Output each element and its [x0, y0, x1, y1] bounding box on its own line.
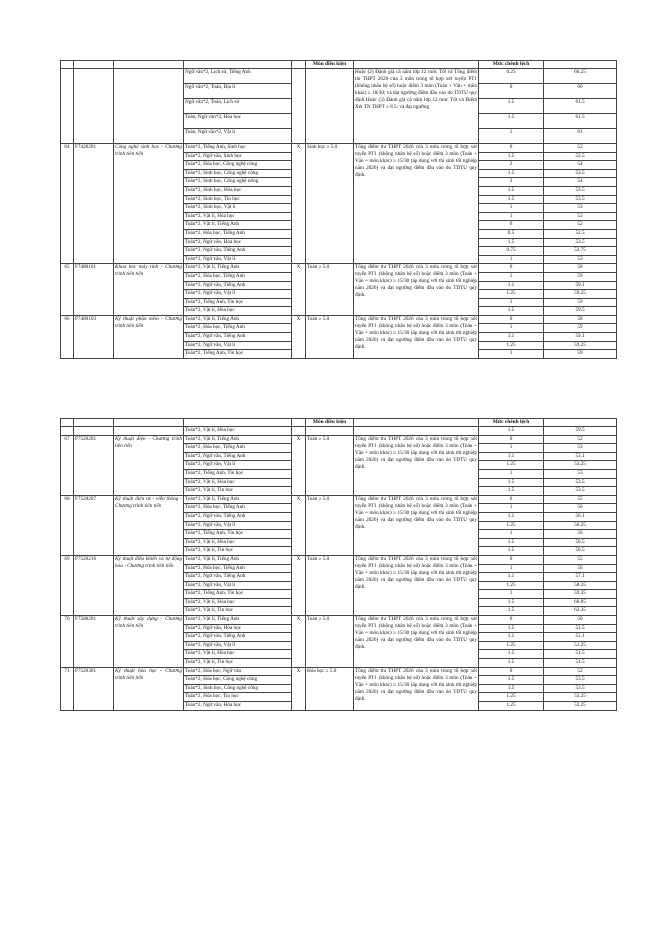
- score-difference: 0.25: [479, 69, 544, 84]
- subject-combination: Toán*2, Hóa học, Ngữ văn: [184, 667, 292, 676]
- score-difference: 1.25: [479, 581, 544, 590]
- admission-score: 51.5: [544, 650, 617, 659]
- empty-cell: [184, 419, 292, 427]
- admission-score: 61.5: [544, 99, 617, 114]
- score-difference: 1.25: [479, 521, 544, 530]
- score-difference: 1.5: [479, 624, 544, 633]
- admission-criteria: Tổng điểm thi THPT 2026 của 3 môn trong tổ hợp xét tuyển PT1 (không nhân hệ số) hoặc điểm 3 môn (Toán + Văn + môn khác) ≥ 15/30 (áp dụng với thí sinh tốt nghiệp năm 2026) và đạt ngưỡng điểm đầu vào do TDTU quy định.: [354, 144, 479, 264]
- empty-cell: [292, 427, 306, 436]
- empty-cell: [74, 69, 114, 144]
- score-difference: 1.25: [479, 461, 544, 470]
- subject-combination: Toán*2, Ngữ văn, Tiếng Anh: [184, 452, 292, 461]
- mark-x: X: [292, 315, 306, 358]
- empty-cell: [306, 69, 354, 144]
- admission-table-page-2: [60, 418, 617, 711]
- program-index: 64: [61, 144, 74, 264]
- header-condition-subject: Môn điều kiện: [306, 61, 354, 69]
- mark-x: X: [292, 667, 306, 710]
- admission-score: 51.5: [544, 659, 617, 668]
- subject-combination: Toán*2, Vật lí, Tiếng Anh: [184, 435, 292, 444]
- subject-combination: Ngữ văn*2, Toán, Lịch sử: [184, 99, 292, 114]
- score-difference: 1.5: [479, 487, 544, 496]
- admission-score: 54: [544, 161, 617, 170]
- subject-combination: Toán*2, Tiếng Anh, Tin học: [184, 298, 292, 307]
- table-row: [61, 555, 617, 564]
- score-difference: 1: [479, 444, 544, 453]
- score-difference: 1.5: [479, 650, 544, 659]
- condition-subject: Toán ≥ 5.0: [306, 435, 354, 495]
- score-difference: 1.1: [479, 281, 544, 290]
- table-row: [61, 435, 617, 444]
- subject-combination: Toán, Ngữ văn*2, Vật lí: [184, 129, 292, 144]
- subject-combination: Toán*2, Hóa học, Tiếng Anh: [184, 324, 292, 333]
- score-difference: 0: [479, 221, 544, 230]
- score-difference: 1.5: [479, 478, 544, 487]
- condition-subject: Toán ≥ 5.0: [306, 495, 354, 555]
- empty-cell: [74, 61, 114, 69]
- program-code: F7480103: [74, 315, 114, 358]
- subject-combination: Toán*2, Ngữ văn, Vật lí: [184, 290, 292, 299]
- admission-score: 53.5: [544, 487, 617, 496]
- admission-score: 61.5: [544, 114, 617, 129]
- program-name: Kỹ thuật hóa học - Chương trình tiên tiến: [114, 667, 184, 710]
- admission-score: 53: [544, 255, 617, 264]
- condition-subject: Toán ≥ 5.0: [306, 264, 354, 316]
- score-difference: 1.5: [479, 598, 544, 607]
- score-difference: 1.5: [479, 676, 544, 685]
- score-difference: 1.5: [479, 607, 544, 616]
- admission-score: 53.5: [544, 676, 617, 685]
- mark-x: X: [292, 264, 306, 316]
- score-difference: 0: [479, 616, 544, 625]
- score-difference: 1: [479, 504, 544, 513]
- score-difference: 1.5: [479, 427, 544, 436]
- subject-combination: Toán*2, Hóa học, Tiếng Anh: [184, 272, 292, 281]
- empty-cell: [61, 61, 74, 69]
- mark-x: X: [292, 144, 306, 264]
- score-difference: 1: [479, 298, 544, 307]
- table-row: [61, 315, 617, 324]
- score-difference: 1: [479, 255, 544, 264]
- header-condition-subject: Môn điều kiện: [306, 419, 354, 427]
- program-name: Khoa học máy tính - Chương trình tiên tiến: [114, 264, 184, 316]
- empty-cell: [354, 419, 479, 427]
- subject-combination: Toán*2, Ngữ văn, Hóa học: [184, 702, 292, 711]
- score-difference: 1: [479, 324, 544, 333]
- score-difference: 1: [479, 272, 544, 281]
- score-difference: 0.75: [479, 247, 544, 256]
- subject-combination: Ngữ văn*2, Toán, Địa lí: [184, 84, 292, 99]
- program-code: F7580201: [74, 616, 114, 668]
- score-difference: 1.5: [479, 186, 544, 195]
- admission-score: 53.5: [544, 238, 617, 247]
- score-difference: 1: [479, 469, 544, 478]
- subject-combination: Toán*2, Vật lí, Tiếng Anh: [184, 616, 292, 625]
- empty-cell: [292, 61, 306, 69]
- empty-cell: [544, 61, 617, 69]
- subject-combination: Toán*2, Vật lí, Tiếng Anh: [184, 221, 292, 230]
- subject-combination: Toán*2, Ngữ văn, Vật lí: [184, 255, 292, 264]
- table-row: [61, 427, 617, 436]
- admission-score: 59.25: [544, 341, 617, 350]
- mark-x: X: [292, 616, 306, 668]
- admission-criteria: Hoặc (2) Đánh giá cả năm lớp 12 mức Tốt và Tổng điểm thi THPT 2026 của 3 môn trong tổ hợp xét tuyển PT1 (không nhân hệ số) hoặc điểm 3 môn (Toán + Văn + môn khác) ≥ 18/30; và đạt ngưỡng điểm đầu vào do TDTU quy định Hoặc (3) Đánh giá cả năm lớp 12 mức Tốt và Điểm Xét TN THPT ≥ 8.5; và đạt ngưỡng: [354, 69, 479, 144]
- subject-combination: Ngữ văn*2, Lịch sử, Tiếng Anh: [184, 69, 292, 84]
- subject-combination: Toán*2, Vật lí, Tin học: [184, 487, 292, 496]
- subject-combination: Toán*2, Ngữ văn, Tiếng Anh: [184, 333, 292, 342]
- score-difference: 0: [479, 264, 544, 273]
- admission-score: 59.1: [544, 281, 617, 290]
- admission-score: 59.5: [544, 307, 617, 316]
- admission-score: 51.5: [544, 624, 617, 633]
- admission-score: 51.25: [544, 641, 617, 650]
- score-difference: 1.25: [479, 290, 544, 299]
- empty-cell: [354, 61, 479, 69]
- admission-score: 56.1: [544, 512, 617, 521]
- subject-combination: Toán*2, Vật lí, Hóa học: [184, 427, 292, 436]
- admission-score: 53.5: [544, 152, 617, 161]
- admission-score: 53.5: [544, 195, 617, 204]
- subject-combination: Toán*2, Sinh học, Công nghệ nông: [184, 178, 292, 187]
- admission-criteria: Tổng điểm thi THPT 2026 của 3 môn trong tổ hợp xét tuyển PT1 (không nhân hệ số) hoặc điểm 3 môn (Toán + Văn + môn khác) ≥ 15/30 (áp dụng với thí sinh tốt nghiệp năm 2026) và đạt ngưỡng điểm đầu vào do TDTU quy định.: [354, 315, 479, 358]
- subject-combination: Toán*2, Hóa học, Tiếng Anh: [184, 229, 292, 238]
- subject-combination: Toán*2, Hóa học, Tiếng Anh: [184, 444, 292, 453]
- score-difference: 0: [479, 435, 544, 444]
- empty-cell: [184, 61, 292, 69]
- score-difference: 1.5: [479, 152, 544, 161]
- admission-table-page-1: [60, 60, 617, 359]
- admission-score: 58.35: [544, 581, 617, 590]
- condition-subject: Toán ≥ 5.0: [306, 616, 354, 668]
- table-row: [61, 616, 617, 625]
- score-difference: 1.25: [479, 693, 544, 702]
- subject-combination: Toán*2, Sinh học, Công nghệ công: [184, 169, 292, 178]
- subject-combination: Toán*2, Vật lí, Hóa học: [184, 212, 292, 221]
- admission-score: 53.5: [544, 684, 617, 693]
- subject-combination: Toán*2, Hóa học, Tin học: [184, 693, 292, 702]
- admission-criteria: Tổng điểm thi THPT 2026 của 3 môn trong tổ hợp xét tuyển PT1 (không nhân hệ số) hoặc điểm 3 môn (Toán + Văn + môn khác) ≥ 15/30 (áp dụng với thí sinh tốt nghiệp năm 2026) và đạt ngưỡng điểm đầu vào do TDTU quy định.: [354, 616, 479, 668]
- score-difference: 0: [479, 667, 544, 676]
- admission-score: 52: [544, 144, 617, 153]
- admission-score: 59: [544, 324, 617, 333]
- admission-criteria: Tổng điểm thi THPT 2026 của 3 môn trong tổ hợp xét tuyển PT1 (không nhân hệ số) hoặc điểm 3 môn (Toán + Văn + môn khác) ≥ 15/30 (áp dụng với thí sinh tốt nghiệp năm 2026) và đạt ngưỡng điểm đầu vào do TDTU quy định.: [354, 435, 479, 495]
- subject-combination: Toán*2, Vật lí, Hóa học: [184, 650, 292, 659]
- subject-combination: Toán*2, Ngữ văn, Tiếng Anh: [184, 247, 292, 256]
- table-row: [61, 264, 617, 273]
- admission-score: 53.25: [544, 693, 617, 702]
- empty-cell: [544, 419, 617, 427]
- program-index: 68: [61, 495, 74, 555]
- admission-score: 55: [544, 495, 617, 504]
- score-difference: 1.5: [479, 169, 544, 178]
- subject-combination: Toán*2, Vật lí, Tiếng Anh: [184, 555, 292, 564]
- admission-score: 53.25: [544, 702, 617, 711]
- admission-score: 53.5: [544, 186, 617, 195]
- subject-combination: Toán*2, Vật lí, Tin học: [184, 607, 292, 616]
- admission-score: 59.5: [544, 427, 617, 436]
- admission-score: 58: [544, 315, 617, 324]
- subject-combination: Toán*2, Hóa học, Tiếng Anh: [184, 564, 292, 573]
- admission-score: 56.25: [544, 521, 617, 530]
- subject-combination: Toán*2, Ngữ văn, Hóa học: [184, 238, 292, 247]
- empty-cell: [61, 69, 74, 144]
- table-row: [61, 667, 617, 676]
- subject-combination: Toán*2, Tiếng Anh, Tin học: [184, 530, 292, 539]
- subject-combination: Toán*2, Vật lí, Hóa học: [184, 598, 292, 607]
- subject-combination: Toán*2, Ngữ văn, Vật lí: [184, 641, 292, 650]
- score-difference: 0: [479, 495, 544, 504]
- program-index: 65: [61, 264, 74, 316]
- subject-combination: Toán*2, Ngữ văn, Vật lí: [184, 461, 292, 470]
- program-name: Công nghệ sinh học - Chương trình tiên tiến: [114, 144, 184, 264]
- admission-score: 58: [544, 264, 617, 273]
- subject-combination: Toán*2, Sinh học, Tin học: [184, 195, 292, 204]
- score-difference: 1.1: [479, 512, 544, 521]
- admission-score: 60.85: [544, 598, 617, 607]
- score-difference: 1.5: [479, 684, 544, 693]
- admission-score: 53: [544, 444, 617, 453]
- admission-score: 50: [544, 616, 617, 625]
- admission-score: 62.35: [544, 607, 617, 616]
- subject-combination: Toán*2, Sinh học, Vật lí: [184, 204, 292, 213]
- score-difference: 1: [479, 564, 544, 573]
- admission-criteria: Tổng điểm thi THPT 2026 của 3 môn trong tổ hợp xét tuyển PT1 (không nhân hệ số) hoặc điểm 3 môn (Toán + Văn + môn khác) ≥ 15/30 (áp dụng với thí sinh tốt nghiệp năm 2026) và đạt ngưỡng điểm đầu vào do TDTU quy định.: [354, 264, 479, 316]
- subject-combination: Toán*2, Ngữ văn, Vật lí: [184, 341, 292, 350]
- mark-x: X: [292, 435, 306, 495]
- subject-combination: Toán*2, Vật lí, Hóa học: [184, 478, 292, 487]
- subject-combination: Toán*2, Tiếng Anh, Tin học: [184, 469, 292, 478]
- admission-score: 53.5: [544, 169, 617, 178]
- program-code: F7420201: [74, 144, 114, 264]
- score-difference: 1.1: [479, 573, 544, 582]
- subject-combination: Toán*2, Vật lí, Tiếng Anh: [184, 264, 292, 273]
- subject-combination: Toán*2, Ngữ văn, Vật lí: [184, 521, 292, 530]
- admission-score: 59.25: [544, 290, 617, 299]
- admission-score: 52.5: [544, 229, 617, 238]
- program-name: Kỹ thuật phần mềm - Chương trình tiên tiến: [114, 315, 184, 358]
- empty-cell: [292, 419, 306, 427]
- subject-combination: Toán*2, Vật lí, Tiếng Anh: [184, 315, 292, 324]
- admission-score: 56.5: [544, 547, 617, 556]
- subject-combination: Toán, Ngữ văn*2, Hóa học: [184, 114, 292, 129]
- program-name: Kỹ thuật điện - Chương trình tiên tiến: [114, 435, 184, 495]
- score-difference: 1.5: [479, 547, 544, 556]
- score-difference: 1.5: [479, 659, 544, 668]
- program-code: F7480101: [74, 264, 114, 316]
- empty-cell: [114, 61, 184, 69]
- score-difference: 1: [479, 350, 544, 359]
- mark-x: X: [292, 555, 306, 615]
- subject-combination: Toán*2, Ngữ văn, Vật lí: [184, 581, 292, 590]
- program-code: F7520216: [74, 555, 114, 615]
- score-difference: 1.5: [479, 238, 544, 247]
- subject-combination: Toán*2, Sinh học, Hóa học: [184, 186, 292, 195]
- program-index: 71: [61, 667, 74, 710]
- admission-score: 56: [544, 564, 617, 573]
- score-difference: 1: [479, 129, 544, 144]
- empty-cell: [61, 419, 74, 427]
- score-difference: 1.1: [479, 333, 544, 342]
- program-index: 66: [61, 315, 74, 358]
- subject-combination: Toán*2, Sinh học, Công nghệ công: [184, 684, 292, 693]
- admission-score: 53.1: [544, 452, 617, 461]
- mark-x: X: [292, 495, 306, 555]
- admission-score: 54: [544, 178, 617, 187]
- admission-criteria: Tổng điểm thi THPT 2026 của 3 môn trong tổ hợp xét tuyển PT1 (không nhân hệ số) hoặc điểm 3 môn (Toán + Văn + môn khác) ≥ 15/30 (áp dụng với thí sinh tốt nghiệp năm 2026) và đạt ngưỡng điểm đầu vào do TDTU quy định.: [354, 555, 479, 615]
- subject-combination: Toán*2, Tiếng Anh, Tin học: [184, 350, 292, 359]
- condition-subject: Toán ≥ 5.0: [306, 555, 354, 615]
- score-difference: 1.5: [479, 114, 544, 129]
- admission-score: 53: [544, 212, 617, 221]
- admission-score: 59.35: [544, 590, 617, 599]
- admission-score: 59: [544, 298, 617, 307]
- subject-combination: Toán*2, Ngữ văn, Tiếng Anh: [184, 512, 292, 521]
- program-index: 69: [61, 555, 74, 615]
- score-difference: 0: [479, 84, 544, 99]
- program-code: F7520207: [74, 495, 114, 555]
- empty-cell: [292, 69, 306, 144]
- admission-score: 53.5: [544, 478, 617, 487]
- admission-score: 56.5: [544, 538, 617, 547]
- admission-score: 52.75: [544, 247, 617, 256]
- admission-score: 59: [544, 350, 617, 359]
- empty-cell: [74, 419, 114, 427]
- subject-combination: Toán*2, Vật lí, Tiếng Anh: [184, 495, 292, 504]
- score-difference: 1.25: [479, 341, 544, 350]
- condition-subject: Sinh học ≥ 5.0: [306, 144, 354, 264]
- admission-score: 59.1: [544, 333, 617, 342]
- score-difference: 2: [479, 178, 544, 187]
- subject-combination: Toán*2, Vật lí, Hóa học: [184, 307, 292, 316]
- table-row: [61, 495, 617, 504]
- table-row: [61, 144, 617, 153]
- empty-cell: [61, 427, 74, 436]
- score-difference: 1: [479, 212, 544, 221]
- program-index: 70: [61, 616, 74, 668]
- table-row: [61, 69, 617, 84]
- score-difference: 1.1: [479, 452, 544, 461]
- admission-criteria: Tổng điểm thi THPT 2026 của 3 môn trong tổ hợp xét tuyển PT1 (không nhân hệ số) hoặc điểm 3 môn (Toán + Văn + môn khác) ≥ 15/30 (áp dụng với thí sinh tốt nghiệp năm 2026) và đạt ngưỡng điểm đầu vào do TDTU quy định.: [354, 495, 479, 555]
- score-difference: 1: [479, 530, 544, 539]
- program-code: F7520201: [74, 435, 114, 495]
- program-code: F7520301: [74, 667, 114, 710]
- admission-score: 52: [544, 221, 617, 230]
- empty-cell: [354, 427, 479, 436]
- subject-combination: Toán*2, Ngữ văn, Hóa học: [184, 624, 292, 633]
- score-difference: 0: [479, 555, 544, 564]
- admission-score: 52: [544, 667, 617, 676]
- empty-cell: [114, 69, 184, 144]
- score-difference: 1.1: [479, 633, 544, 642]
- admission-score: 57.1: [544, 573, 617, 582]
- subject-combination: Toán*2, Ngữ văn, Tiếng Anh: [184, 281, 292, 290]
- subject-combination: Toán*2, Hóa học, Công nghệ công: [184, 161, 292, 170]
- admission-score: 59: [544, 272, 617, 281]
- admission-score: 60: [544, 84, 617, 99]
- score-difference: 1: [479, 590, 544, 599]
- score-difference: 0: [479, 144, 544, 153]
- score-difference: 1: [479, 204, 544, 213]
- score-difference: 1.5: [479, 307, 544, 316]
- empty-cell: [74, 427, 114, 436]
- subject-combination: Toán*2, Tiếng Anh, Sinh học: [184, 144, 292, 153]
- admission-score: 53: [544, 469, 617, 478]
- program-name: Kỹ thuật xây dựng - Chương trình tiên tiến: [114, 616, 184, 668]
- subject-combination: Toán*2, Hóa học, Công nghệ công: [184, 676, 292, 685]
- header-difference: Mức chênh lệch: [479, 61, 544, 69]
- condition-subject: Toán ≥ 5.0: [306, 315, 354, 358]
- score-difference: 1.5: [479, 538, 544, 547]
- admission-score: 56: [544, 530, 617, 539]
- header-row: [61, 419, 617, 427]
- subject-combination: Toán*2, Ngữ văn, Tiếng Anh: [184, 633, 292, 642]
- admission-score: 53: [544, 204, 617, 213]
- subject-combination: Toán*2, Vật lí, Tin học: [184, 547, 292, 556]
- admission-score: 56: [544, 504, 617, 513]
- subject-combination: Toán*2, Ngữ văn, Tiếng Anh: [184, 573, 292, 582]
- admission-score: 51.1: [544, 633, 617, 642]
- program-name: Kỹ thuật điện tử - viễn thông - Chương trình tiên tiến: [114, 495, 184, 555]
- subject-combination: Toán*2, Vật lí, Tin học: [184, 659, 292, 668]
- subject-combination: Toán*2, Vật lí, Hóa học: [184, 538, 292, 547]
- empty-cell: [306, 427, 354, 436]
- score-difference: 0: [479, 315, 544, 324]
- admission-score: 53.25: [544, 461, 617, 470]
- empty-cell: [114, 419, 184, 427]
- admission-score: 60.25: [544, 69, 617, 84]
- admission-score: 52: [544, 435, 617, 444]
- score-difference: 1.5: [479, 195, 544, 204]
- header-row: [61, 61, 617, 69]
- program-index: 67: [61, 435, 74, 495]
- score-difference: 2: [479, 161, 544, 170]
- subject-combination: Toán*2, Tiếng Anh, Tin học: [184, 590, 292, 599]
- subject-combination: Toán*2, Ngữ văn, Sinh học: [184, 152, 292, 161]
- admission-criteria: Tổng điểm thi THPT 2026 của 3 môn trong tổ hợp xét tuyển PT1 (không nhân hệ số) hoặc điểm 3 môn (Toán + Văn + môn khác) ≥ 15/30 (áp dụng với thí sinh tốt nghiệp năm 2026) và đạt ngưỡng điểm đầu vào do TDTU quy định.: [354, 667, 479, 710]
- score-difference: 0.5: [479, 229, 544, 238]
- condition-subject: Hóa học ≥ 5.0: [306, 667, 354, 710]
- header-difference: Mức chênh lệch: [479, 419, 544, 427]
- score-difference: 1.25: [479, 702, 544, 711]
- admission-score: 55: [544, 555, 617, 564]
- score-difference: 1.25: [479, 641, 544, 650]
- program-name: Kỹ thuật điều khiển và tự động hóa - Chương trình tiên tiến: [114, 555, 184, 615]
- empty-cell: [114, 427, 184, 436]
- admission-score: 61: [544, 129, 617, 144]
- subject-combination: Toán*2, Hóa học, Tiếng Anh: [184, 504, 292, 513]
- score-difference: 1.5: [479, 99, 544, 114]
